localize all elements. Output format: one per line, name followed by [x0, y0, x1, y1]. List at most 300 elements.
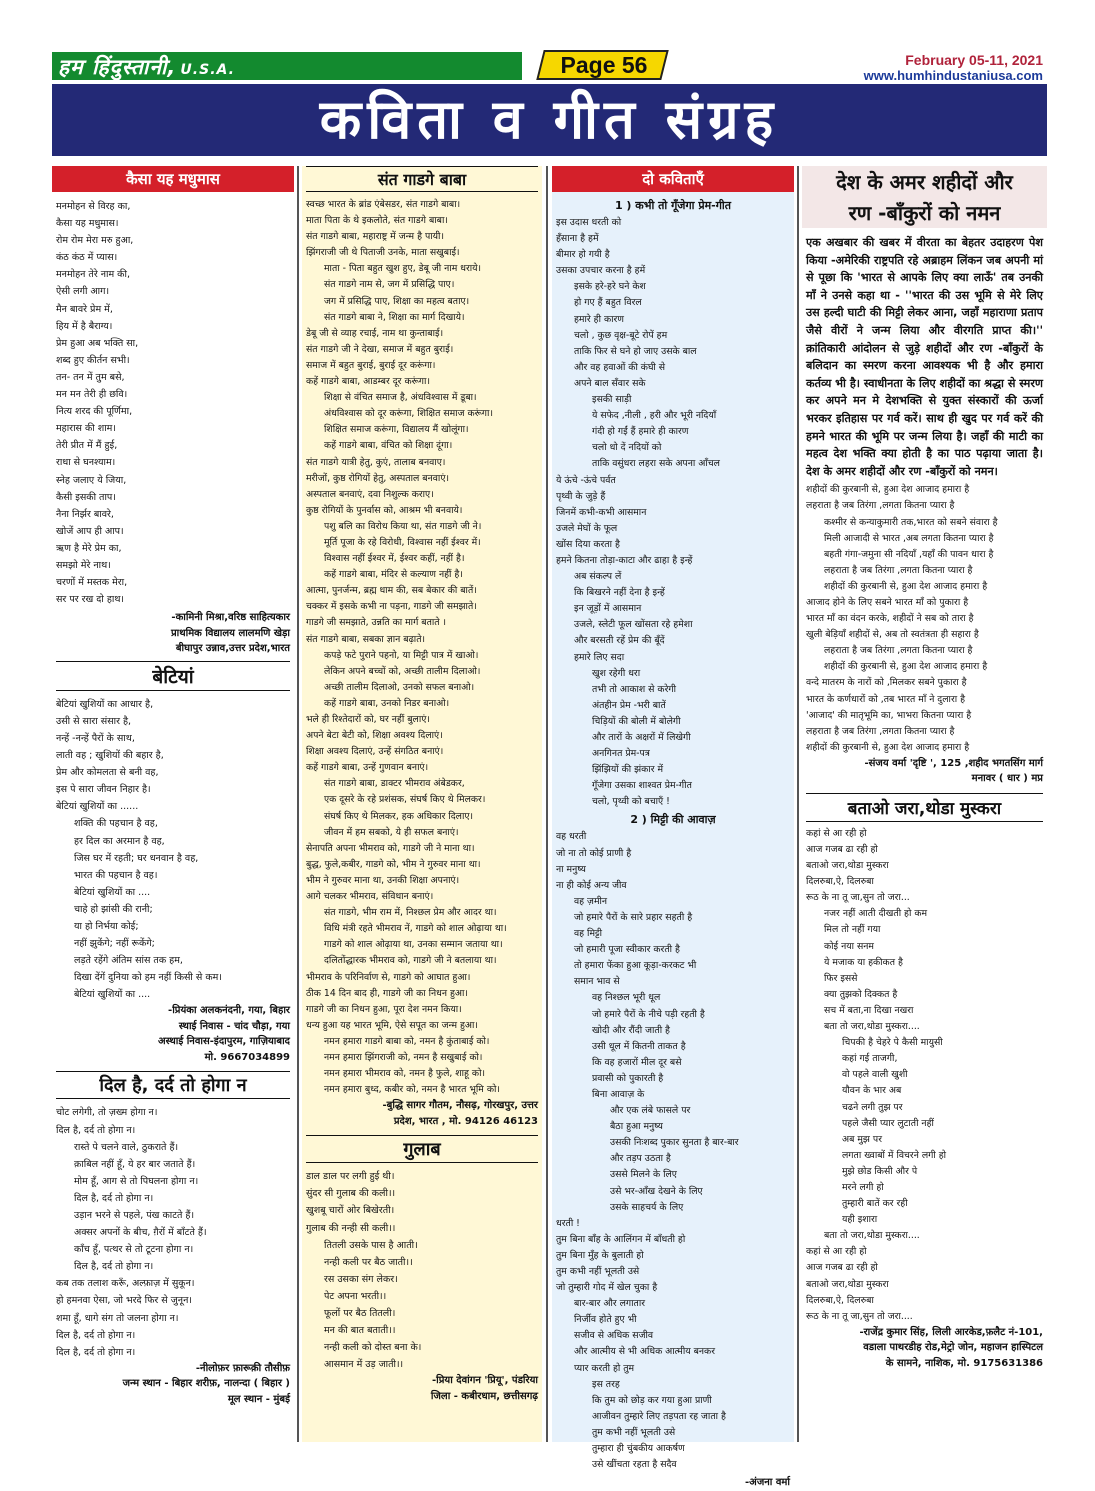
poem-line: काँच हूँ, पत्थर से तो टूटना होगा न। [74, 1244, 194, 1256]
article-body: एक अखबार की खबर में वीरता का बेहतर उदाहरण पेश किया -अमेरिकी राष्ट्रपति रहे अब्राहम लिंकन जब अपनी मां से पूछा कि 'भारत से आपके लिए क्या लाऊँ' तब उनकी माँ ने उनसे कहा था - ''भारत की उस भूमि से मेरे लिए उस हल्दी घाटी की मिट्टी लेकर आना, जहाँ महाराणा प्रताप जैसे वीरों ने जन्म लिया और वीरगति प्राप्त की।'' क्रांतिकारी आंदोलन से जुड़े शहीदों और रण -बाँकुरों के बलिदान का स्मरण करना आवश्यक भी है और हमारा कर्तव्य भी है। स्वाधीनता के लिए शहीदों का श्रद्धा से स्मरण कर अपने मन मे देशभक्ति से युक्त संस्कारों की ऊर्जा भरकर इतिहास पर गर्व करें। साथ ही खुद पर गर्व करें की हमने भारत की भूमि पर जन्म लिया है। जहाँ की माटी का महत्व देश भक्ति क्या होती है का पाठ पढ़ाया जाता है। देश के अमर शहीदों और रण -बाँकुरों को नमन। [806, 236, 1043, 478]
poem-line: नित्य शरद की पूर्णिमा, [56, 406, 133, 418]
poem-line: इस पे सारा जीवन निहार है। [56, 784, 151, 796]
poem-line: नमन हमारा भीमराव को, नमन है फुले, शाहू को। [324, 1068, 486, 1080]
poem-line: 'आजाद' की मातृभूमि का, भाभरा कितना प्यारा है [806, 709, 972, 721]
poem-body [556, 829, 790, 1473]
poem-line: अपने बेटा बेटी को, शिक्षा अवश्य दिलाएं। [306, 730, 443, 742]
poem-line: इस उदास धरती को [556, 217, 622, 228]
brand-usa: U.S.A. [180, 62, 235, 78]
poem-line: आसमान में उड़ जाती।। [324, 1359, 404, 1371]
poem-line: चोट लगेगी, तो ज़ख्म होगा न। [56, 1107, 158, 1119]
poem-line: संत गाडगे बाबा, सबका ज्ञान बढ़ाते। [306, 633, 426, 645]
poem-body [806, 826, 1043, 1325]
poem-line: हमारे लिए सदा [574, 651, 625, 663]
poem-body [56, 1104, 290, 1360]
poem-credit [306, 1373, 538, 1404]
section-banner [52, 84, 1047, 156]
poem-line: कहें गाडगे बाबा, मंदिर से कल्याण नहीं है। [324, 569, 463, 581]
poem-line: शहीदों की कुरबानी से, हुआ देश आजाद हमारा है [806, 484, 970, 496]
poem-line: प्रेम और कोमलता से बनी वह, [56, 767, 159, 779]
poem-line: सजीव से अधिक सजीव [574, 1330, 654, 1342]
poem-line: निर्जीव होते हुए भी [574, 1314, 637, 1326]
poem-line: महारास की शाम। [56, 423, 116, 435]
poem-line: या हो निर्भया कोई; [74, 920, 139, 932]
poem-line: स्नेह जलाए ये जिया, [56, 474, 127, 486]
poem-line: इस तरह [592, 1378, 620, 1390]
poem-credit [56, 1361, 290, 1408]
poem-line: कहें गाडगे बाबा, उनको निडर बनाओ। [324, 697, 450, 709]
poem-line: धरती ! [556, 1217, 580, 1229]
poem-line: कि बिखरने नहीं देना है इन्हें [574, 587, 665, 599]
poem-line: एक दूसरे के रहे प्रशंसक, संघर्ष किए थे मिलकर। [324, 794, 486, 806]
poem-line: शक्ति की पहचान है वह, [74, 818, 158, 830]
poem-line: नन्हें -नन्हें पैरों के साथ, [56, 732, 135, 744]
poem-line: यही इशारा [842, 1214, 878, 1226]
credit-line: -नीलोफ़र फ़ारूक़ी तौसीफ़ [195, 1362, 290, 1374]
poem-line: माता पिता के थे इकलोते, संत गाडगे बाबा। [306, 215, 448, 227]
poem-line: लड़ते रहेंगे अंतिम सांस तक हम, [74, 955, 183, 967]
credit-line: -कामिनी मिश्रा,वरिष्ठ साहित्यकार [171, 612, 290, 624]
article-title-line2: रण -बाँकुरों को नमन [802, 197, 1047, 228]
poem-line: राधा से घनश्याम। [56, 457, 116, 469]
poem-line: चिड़ियों की बोली में बोलेगी [592, 715, 681, 727]
poem-line: संत गाडगे नाम से, जग में प्रसिद्धि पाए। [324, 279, 455, 291]
poem-line: जो तुम्हारी गोद में खेल चुका है [556, 1282, 658, 1294]
poem-line: आत्मा, पुनर्जन्म, ब्रह्म धाम की, सब बेकार की बातें। [306, 585, 477, 597]
poem-line: और वह हवाओं की कंघी से [574, 361, 666, 373]
poem-line: ऐसी लगी आग। [56, 286, 110, 298]
poem-body [306, 197, 538, 1098]
poem-line: प्रेम हुआ अब भक्ति सा, [56, 337, 139, 349]
poem-line: कब तक तलाश करूँ, अल्फ़ाज़ में सुकून। [56, 1278, 195, 1290]
poem-line: बैठा हुआ मनुष्य [610, 1121, 663, 1133]
column-4 [802, 166, 1047, 1442]
poem-line: ना मनुष्य [556, 863, 586, 875]
poem-line: कश्मीर से कन्याकुमारी तक,भारत को सबने संवारा है [824, 516, 998, 528]
poem-line: मोम हूँ, आग से तो पिघलना होगा न। [74, 1175, 199, 1187]
issue-date: February 05-11, 2021 [905, 52, 1043, 68]
credit-line: के सामने, नाशिक, मो. 9175631386 [885, 1357, 1043, 1369]
credit-line: वडाला पाथरडीह रोड,मेट्रो जोन, महाजन हास्पिटल [863, 1342, 1043, 1354]
poem-line: पृथ्वी के जुड़े हैं [556, 490, 606, 502]
poem-line: यौवन के भार अब [842, 1085, 902, 1097]
poem-line: संत गाडगे बाबा, डाक्टर भीमराव अंबेडकर, [324, 778, 465, 790]
poem-line: बेटियां खुशियों का आधार है, [56, 698, 154, 710]
poem-line: समझो मेरे नाथ। [56, 559, 111, 571]
poem-line: नन्ही कली को दोस्त बना के। [324, 1342, 422, 1354]
poem-line: संत गाडगे यात्री हेतु, कुएं, तालाब बनवाए। [306, 456, 446, 468]
poem-line: मरने लगी हो [842, 1181, 884, 1193]
poem-line: कहां से आ रही हो [806, 827, 867, 839]
poem-line: इन जूड़ों में आसमान [574, 603, 642, 615]
poem-line: संत गाडगे जी ने देखा, समाज में बहुत बुराई। [306, 343, 454, 355]
poem-line: नमन हमारा बुध्द, कबीर को, नमन है भारत भूमि को। [324, 1084, 500, 1096]
poem-title: बेटियां [56, 661, 290, 691]
poem-line: उसे खींचता रहता है सदैव [592, 1459, 677, 1471]
poem-line: ये सफेद ,नीली , हरी और भूरी नदियाँ [592, 410, 717, 422]
poem-line: चिपकी है चेहरे पे कैसी मायुसी [842, 1037, 943, 1049]
poem-line: बीमार हो गयी है [556, 249, 610, 261]
poem-line: भले ही रिश्तेदारों को, घर नहीं बुलाएं। [306, 714, 430, 725]
column-divider [797, 166, 799, 1442]
section-title: दो कविताएँ [552, 166, 794, 192]
poem-line: दिल है, दर्द तो होगा न। [56, 1329, 136, 1341]
poem-line: दिखा देंगें दुनिया को हम नहीं किसी से कम। [74, 972, 222, 984]
poem-line: स्वच्छ भारत के ब्रांड एंबेसडर, संत गाडगे बाबा। [306, 199, 461, 210]
poem-line: लाती वह ; खुशियों की बहार है, [56, 750, 164, 762]
poem-line: शिक्षित समाज करूंगा, विद्यालय मैं खोलूंगा। [324, 424, 469, 436]
poem-line: शहीदों की कुरबानी से, हुआ देश आजाद हमारा है [806, 741, 970, 753]
poem-credit [806, 1325, 1043, 1372]
poem-line: रास्ते पे चलने वाले, ठुकराते हैं। [74, 1141, 179, 1153]
poem-body [306, 1168, 538, 1373]
poem-line: कोई नया सनम [824, 940, 874, 952]
poem-line: अच्छी तालीम दिलाओ, उनको सफल बनाओ। [324, 681, 475, 693]
column-divider [297, 166, 299, 1442]
poem-line: और तड़प उठता है [610, 1153, 671, 1165]
poem-line: बताओ जरा,थोडा मुस्करा [806, 860, 889, 872]
banner-title: कविता व गीत संग्रह [319, 88, 780, 151]
credit-line: जन्म स्थान - बिहार शरीफ़, नालन्दा ( बिहार ) [122, 1378, 290, 1390]
poem-line: नमन हमारा गाडगे बाबा को, नमन है कुंताबाई को। [324, 1035, 490, 1047]
poem-line: बताओ जरा,थोडा मुस्करा [806, 1278, 889, 1290]
poem-title: बताओ जरा,थोडा मुस्करा [806, 793, 1043, 822]
website-link[interactable]: www.humhindustaniusa.com [863, 68, 1043, 83]
poem-line: उससे मिलने के लिए [610, 1169, 677, 1181]
poem-line: चलो, पृथ्वी को बचाएँ ! [592, 796, 670, 808]
poem-line: बहती गंगा-जमुना सी नदियाँ ,यहाँ की पावन धारा है [824, 548, 994, 560]
poem-line: शब्द हुए कीर्तन सभी। [56, 354, 130, 366]
poem-line: ये ऊंचे -ऊंचे पर्वत [556, 474, 616, 486]
poem-line: विधि मंत्री रहते भीमराव नें, गाडगे को शाल ओढ़ाया था। [324, 923, 507, 935]
poem-line: मुझे छोड किसी और पे [842, 1165, 918, 1177]
credit-line: -प्रियंका अलकनंदनी, गया, बिहार [168, 1005, 290, 1017]
poem-line: वो पहले वाली खुशी [842, 1069, 908, 1081]
poem-line: हँसाना है हमें [556, 233, 599, 245]
poem-line: तुम कभी नहीं भूलती उसे [556, 1266, 640, 1277]
poem-line: गूँजेगा उसका शाश्वत प्रेम-गीत [592, 780, 692, 792]
poem-line: उसकी निःशब्द पुकार सुनता है बार-बार [610, 1137, 739, 1149]
poem-line: लगता ख्वाबों में विचरने लगी हो [842, 1149, 947, 1161]
poem-line: जो हमारी पूजा स्वीकार करती है [574, 944, 680, 956]
poem-line: नमन हमारा झिंगराजी को, नमन है सखुबाई को। [324, 1051, 483, 1063]
poem-line: मन की बात बताती।। [324, 1325, 396, 1337]
poem-line: शमा हूँ, धागे संग तो जलना होगा न। [56, 1312, 179, 1324]
poem-line: मन मन तेरी ही छवि। [56, 389, 128, 401]
column-3 [552, 166, 794, 1489]
credit-line: बीघापुर उन्नाव,उत्तर प्रदेश,भारत [175, 643, 290, 655]
poem-line: झिंगराजी जी थे पिताजी उनके, माता सखुबाई। [306, 247, 460, 259]
page-number: Page 56 [560, 52, 648, 78]
poem-line: मनमोहन तेरे नाम की, [56, 269, 130, 281]
poem-credit [306, 1098, 538, 1129]
poem-line: भारत की पहचान है वह। [74, 869, 158, 881]
poem-line: पहले जैसी प्यार लुटाती नहीं [842, 1117, 934, 1129]
poem-line: दिलरुबा,ऐ, दिलरुबा [806, 876, 874, 888]
poem-line: तुम बिना बाँह के आलिंगन में बाँधती हो [556, 1233, 686, 1245]
poem-line: भीम ने गुरुवर माना था, उनकी शिक्षा अपनाएं। [306, 874, 460, 886]
poem-line: अस्पताल बनवाएं, दवा निशुल्क कराए। [306, 488, 434, 500]
poem-title: संत गाडगे बाबा [306, 166, 538, 192]
poem-line: गंदी हो गईं हैं हमारे ही कारण [592, 426, 689, 438]
credit-line: -प्रिया देवांगन 'प्रियू', पंडरिया [431, 1375, 538, 1387]
poem-line: तभी तो आकाश से करेगी [592, 683, 677, 695]
poem-line: दिल है, दर्द तो होगा न। [74, 1192, 154, 1204]
poem-line: उजले, स्लेटी फूल खोंसता रहे हमेशा [574, 619, 693, 631]
poem-line: चलो , कुछ वृक्ष-बूटे रोपें हम [574, 329, 668, 341]
poem-line: सेनापति अपना भीमराव को, गाडगे जी ने माना था। [306, 842, 475, 854]
poem-line: अक्सर अपनों के बीच, ग़ैरों में बाँटते हैं। [74, 1227, 207, 1239]
credit-line: जिला - कबीरधाम, छत्तीसगढ़ [430, 1390, 538, 1402]
poem-title: गुलाब [306, 1135, 538, 1163]
poem-line: नैना निर्झर बावरे, [56, 508, 114, 520]
poem-line: धन्य हुआ यह भारत भूमि, ऐसे सपूत का जन्म हुआ। [306, 1019, 478, 1031]
poem-line: उसी से सारा संसार है, [56, 715, 132, 727]
poem-line: जीवन में हम सबको, ये ही सफल बनाएं। [324, 826, 459, 838]
poem-line: आजाद होने के लिए सबने भारत माँ को पुकारा है [806, 596, 969, 608]
poem-line: लहराता है जब तिरंगा ,लगता कितना प्यारा है [806, 725, 955, 737]
poem-line: गुलाब की नन्ही सी कली।। [306, 1222, 396, 1234]
poem-line: भीमराव के परिनिर्वाण से, गाडगे को आघात हुआ। [306, 971, 471, 983]
poem-line: चढने लगी तुझ पर [842, 1101, 903, 1113]
poem-line: हमारे ही कारण [574, 313, 625, 325]
poem-line: डेबू जी से व्याह रचाई, नाम था कुन्ताबाई। [306, 327, 444, 339]
credit-line: मनावर ( धार ) मप्र [971, 773, 1043, 785]
poem-line: कि वह हजारों मील दूर बसे [592, 1056, 682, 1068]
poem-line: चरणों में मस्तक मेरा, [56, 577, 128, 589]
poem-line: जो हमारे पैरों के सारे प्रहार सहती है [574, 911, 693, 923]
poem-line: ताकि वसुंधरा लहरा सके अपना आँचल [592, 458, 720, 470]
poem-line: और तारों के अक्षरों में लिखेगी [592, 732, 691, 743]
poem-line: आज गजब ढा रही हो [806, 1262, 878, 1274]
poem-line: वह मिट्टी [574, 928, 602, 940]
poem-line: आज गजब ढा रही हो [806, 844, 878, 855]
poem-credit: -अंजना वर्मा [745, 1477, 790, 1489]
poem-line: कैसी इसकी ताप। [56, 491, 116, 503]
poem-line: हर दिल का अरमान है वह, [74, 835, 165, 847]
poem-line: सच में बता,ना दिखा नखरा [824, 1004, 914, 1016]
poem-line: प्यार करती हो तुम [574, 1362, 635, 1374]
poem-title: दिल है, दर्द तो होगा न [56, 1071, 290, 1099]
poem-line: प्रवासी को पुकारती है [592, 1072, 664, 1084]
credit-line: -बुद्धि सागर गौतम, नौसढ़, गोरखपुर, उत्तर [382, 1100, 538, 1112]
poem-line: जग में प्रसिद्धि पाए, शिक्षा का महत्व बताए। [324, 295, 470, 307]
column-divider [546, 166, 548, 1442]
poem-line: संत गाडगे, भीम राम में, निश्छल प्रेम और आदर था। [324, 907, 497, 919]
poem-line: नजर नहीं आती दीखती हो कम [824, 908, 928, 920]
poem-line: दिल है, दर्द तो होगा न। [56, 1124, 136, 1136]
poem-line: बेटियां खुशियों का .... [74, 989, 151, 1001]
poem-line: सुंदर सी गुलाब की कली।। [306, 1188, 396, 1200]
poem-subtitle: 1 ) कभी तो गूँजेगा प्रेम-गीत [614, 199, 732, 212]
poem-line: इसके हरे-हरे घने केश [574, 281, 646, 293]
poem-line: पेट अपना भरती।। [324, 1290, 387, 1302]
poem-line: कंठ कंठ में प्यास। [56, 252, 118, 264]
poem-line: हो हमनवा ऐसा, जो भरदे फिर से जुनून। [56, 1295, 192, 1307]
poem-line: बिना आवाज़ के [592, 1088, 645, 1100]
poem-line: तुम्हारा ही चुंबकीय आकर्षण [592, 1443, 685, 1455]
poem-line: खोजें आप ही आप। [56, 525, 124, 537]
poem-line: क़ाबिल नहीं हूँ, ये हर बार जताते हैं। [74, 1158, 196, 1170]
poem-line: खोदी और रौंदी जाती है [592, 1024, 670, 1036]
poem-line: हमने कितना तोड़ा-काटा और ढाहा है इन्हें [556, 554, 693, 566]
poem-line: डाल डाल पर लगी हुई थी। [306, 1171, 395, 1183]
poem-line: समान भाव से [574, 976, 620, 988]
credit-line: मो. 9667034899 [204, 1051, 290, 1063]
poem-line: ना ही कोई अन्य जीव [556, 879, 627, 891]
poem-line: झिंझियों की झंकार में [592, 764, 664, 776]
column-1 [52, 166, 294, 1442]
poem-line: संघर्ष किए थे मिलकर, हक अधिकार दिलाए। [324, 810, 474, 822]
poem-line: तुम्हारी बातें कर रही [842, 1198, 908, 1210]
poem-line: अंधविश्वास को दूर करूंगा, शिक्षित समाज करूंगा। [324, 408, 493, 420]
poem-line: फिर इससे [824, 972, 858, 984]
poem-line: भारत माँ का वंदन करके, शहीदों ने सब को तारा है [806, 613, 974, 625]
poem-line: गाडगे जी समझाते, उन्नति का मार्ग बताते । [306, 617, 447, 629]
poem-line: तितली उसके पास है आती। [324, 1239, 418, 1251]
poem-line: वह धरती [556, 831, 587, 843]
poem-line: मैन बावरे प्रेम में, [56, 303, 113, 315]
poem-line: लहराता है जब तिरंगा ,लगता कितना प्यारा है [806, 500, 955, 512]
poem-line: लेकिन अपने बच्चों को, अच्छी तालीम दिलाओ। [324, 665, 481, 677]
poem-line: इसकी साड़ी [592, 394, 632, 406]
poem-line: कुष्ठ रोगियों के पुनर्वास को, आश्रम भी बनवाये। [306, 504, 463, 516]
poem-line: जो हमारे पैरों के नीचे पड़ी रहती है [592, 1008, 705, 1020]
poem-line: विश्वास नहीं ईश्वर में, ईश्वर कहीं, नहीं है। [324, 553, 465, 565]
poem-line: वह निश्छल भूरी धूल [592, 992, 661, 1004]
column-2 [302, 166, 542, 1442]
poem-line: चक्कर में इसके कभी ना पड़ना, गाडगे जी समझाते। [306, 601, 477, 613]
poem-line: जिस घर में रहती; घर धनवान है वह, [74, 852, 199, 864]
poem-body [556, 215, 790, 810]
poem-line: नन्ही कली पर बैठ जाती।। [324, 1256, 413, 1268]
poem-line: कैसा यह मधुमास। [56, 218, 119, 230]
poem-line: भारत के कर्णधारों को ,तब भारत माँ ने दुलारा है [806, 693, 966, 705]
poem-line: तन- तन में तुम बसे, [56, 371, 125, 383]
poem-line: अंतहीन प्रेम -भरी बातें [592, 699, 666, 711]
poem-credit [806, 756, 1043, 787]
poem-line: फूलों पर बैठ तितली। [324, 1308, 396, 1319]
poem-line: उजले मेघों के फूल [556, 522, 618, 534]
poem-line: रूठ के ना तू जा,सुन तो जरा... [806, 892, 910, 904]
poem-line: चलो धो दें नदियों को [592, 442, 662, 454]
poem-line: तुम बिना मुँह के बुलाती हो [556, 1249, 644, 1261]
publication-name: हम हिंदुस्तानी, U.S.A. [58, 55, 235, 79]
poem-line: लहराता है जब तिरंगा ,लगता कितना प्यारा है [824, 564, 973, 576]
poem-line: उसका उपचार करना है हमें [556, 265, 646, 277]
poem-line: तुम कभी नहीं भूलती उसे [592, 1426, 676, 1438]
poem-line: खोंस दिया करता है [556, 538, 620, 550]
poem-line: उसी धूल में कितनी ताकत है [592, 1040, 686, 1052]
poem-line: बुद्ध, फुले,कबीर, गाडगे को, भीम ने गुरुवर माना था। [306, 858, 481, 870]
poem-line: शिक्षा अवश्य दिलाएं, उन्हें संगठित बनाएं। [306, 746, 444, 758]
credit-line: अस्थाई निवास-इंदापुरम, गाज़ियाबाद [158, 1036, 290, 1048]
poem-line: बता तो जरा,थोडा मुस्करा.... [824, 1230, 920, 1242]
poem-body [56, 198, 290, 608]
poem-line: मिल तो नहीं गया [824, 924, 881, 936]
poem-line: अब मुझ पर [842, 1133, 882, 1145]
poem-line: बेटियां खुशियों का ...... [56, 801, 139, 813]
poem-line: और आत्मीय से भी अधिक आत्मीय बनकर [574, 1346, 715, 1358]
poem-line: खुश रहेगी धरा [592, 667, 641, 679]
poem-line: तेरी प्रीत में मैं हुई, [56, 440, 118, 452]
poem-line: ये मजाक या हकीकत है [824, 956, 903, 968]
poem-line: हिय में है बैराग्य। [56, 320, 113, 332]
poem-line: बेटियां खुशियों का .... [74, 886, 151, 898]
poem-credit [56, 1003, 290, 1065]
poem-line: हो गए हैं बहुत विरल [574, 297, 642, 309]
poem-line: आजीवन तुम्हारे लिए तड़पता रह जाता है [592, 1410, 726, 1422]
poem-line: कहां से आ रही हो [806, 1246, 867, 1258]
poem-line: उड़ान भरने से पहले, पंख काटते हैं। [74, 1210, 195, 1221]
poem-line: कहां गई ताजगी, [842, 1053, 898, 1065]
credit-line: प्राथमिक विद्यालय लालमणि खेड़ा [170, 627, 290, 639]
poem-line: रोम रोम मेरा मरु हुआ, [56, 235, 134, 247]
poem-line: माता - पिता बहुत खुश हुए, डेबू जी नाम धराये। [324, 263, 482, 275]
credit-line: मूल स्थान - मुंबई [227, 1393, 290, 1405]
poem-line: गाडगे जी का निधन हुआ, पूरा देश नमन किया। [306, 1003, 462, 1015]
poem-line: नहीं झुकेंगे; नहीं रूकेंगे; [74, 938, 155, 950]
poem-line: रस उसका संग लेकर। [324, 1273, 398, 1285]
poem-line: लहराता है जब तिरंगा ,लगता कितना प्यारा है [824, 645, 973, 657]
poem-line: अनगिनत प्रेम-पत्र [592, 748, 650, 760]
poem-line: जिनमें कभी-कभी आसमान [556, 506, 647, 518]
poem-subtitle: 2 ) मिट्टी की आवाज़ [630, 813, 716, 827]
poem-line: क्या तुझको दिक्कत है [824, 988, 898, 1000]
poem-line: जो ना तो कोई प्राणी है [556, 847, 632, 859]
poem-line: संत गाडगे बाबा, महाराष्ट्र में जन्म है पायी। [306, 231, 444, 243]
poem-line: संत गाडगे बाबा ने, शिक्षा का मार्ग दिखाये। [324, 311, 465, 323]
poem-line: कपड़े फटे पुराने पहनो, या मिट्टी पात्र में खाओ। [324, 649, 479, 661]
poem-line: वन्दे मातरम के नारों को ,मिलकर सबने पुकारा है [806, 677, 967, 689]
poem-line: खुली बेड़ियाँ शहीदों से, अब तो स्वतंत्रता ही सहारा है [806, 629, 979, 641]
poem-line: दिल है, दर्द तो होगा न। [74, 1261, 154, 1273]
poem-line: ऋण है मेरे प्रेम का, [56, 542, 122, 554]
credit-line: -राजेंद्र कुमार सिंह, लिली आरकेड,फ़लैट नं-101, [859, 1326, 1043, 1338]
poem-line: उसके साहचर्य के लिए [610, 1201, 684, 1213]
article-title-line1: देश के अमर शहीदों और [802, 166, 1047, 197]
poem-line: बार-बार और लगातार [574, 1298, 646, 1310]
poem-line: सर पर रख दो हाथ। [56, 594, 125, 606]
poem-line: मरीजों, कुष्ठ रोगियों हेतु, अस्पताल बनवाएं। [306, 472, 449, 484]
poem-line: मिली आजादी से भारत ,अब लगता कितना प्यारा है [824, 532, 994, 544]
poem-body [806, 482, 1043, 756]
credit-line: प्रदेश, भारत , मो. 94126 46123 [393, 1115, 538, 1127]
poem-line: बता तो जरा,थोडा मुस्करा.... [824, 1021, 920, 1033]
poem-line: मनमोहन से विरह का, [56, 201, 131, 212]
poem-credit [56, 610, 290, 657]
poem-line: कहें गाडगे बाबा, वंचित को शिक्षा दूंगा। [324, 440, 453, 452]
poem-line: शिक्षा से वंचित समाज है, अंधविश्वास में डूबा। [324, 392, 477, 404]
poem-line: दिलरुबा,ऐ, दिलरुबा [806, 1294, 874, 1306]
poem-line: दिल है, दर्द तो होगा न। [56, 1346, 136, 1358]
poem-line: समाज में बहुत बुराई, बुराई दूर करूंगा। [306, 359, 436, 371]
poem-line: रूठ के ना तू जा,सुन तो जरा.... [806, 1310, 913, 1322]
poem-line: उसे भर-आँख देखने के लिए [610, 1185, 703, 1197]
poem-line: शहीदों की कुरबानी से, हुआ देश आजाद हमारा है [824, 580, 988, 592]
poem-line: वह ज़मीन [574, 895, 608, 907]
poem-line: पशु बलि का विरोध किया था, संत गाडगे जी ने। [324, 520, 482, 532]
poem-line: शहीदों की कुरबानी से, हुआ देश आजाद हमारा है [824, 661, 988, 673]
poem-line: ताकि फिर से घने हो जाए उसके बाल [574, 345, 697, 357]
poem-line: चाहे हो झांसी की रानी; [74, 903, 153, 915]
poem-line: तो हमारा फेंका हुआ कूड़ा-करकट भी [574, 960, 697, 972]
poem-line: कहें गाडगे बाबा, उन्हें गुणवान बनाएं। [306, 762, 429, 774]
poem-line: खुशबू चारों ओर बिखेरती। [306, 1205, 395, 1217]
poem-line: अपने बाल सँवार सके [574, 377, 646, 389]
poem-body [56, 696, 290, 1004]
credit-line: -संजय वर्मा 'दृष्टि ', 125 ,शहीद भगतसिंग मार्ग [864, 757, 1043, 769]
